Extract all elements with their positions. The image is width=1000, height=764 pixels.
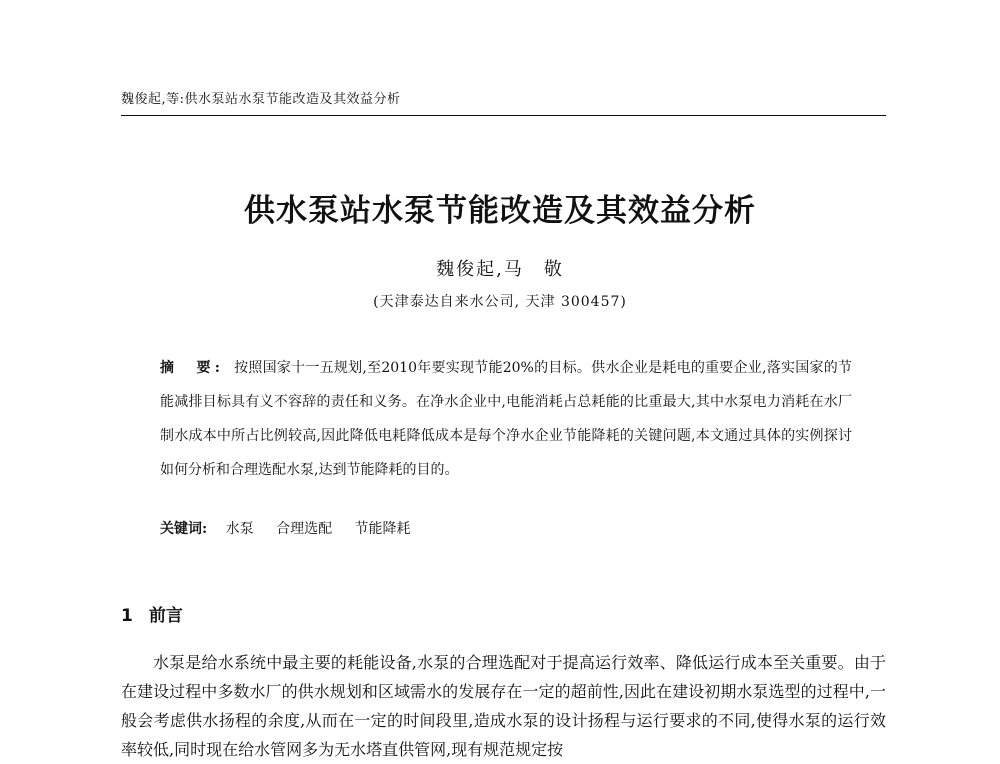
paper-title: 供水泵站水泵节能改造及其效益分析 [244, 193, 756, 229]
section-title: 前言 [148, 606, 183, 626]
abstract-text: 按照国家十一五规划,至2010年要实现节能20%的目标。供水企业是耗电的重要企业,落实国家的节能减排目标具有义不容辞的责任和义务。在净水企业中,电能消耗占总耗能的比重最大,其中水泵电力消耗在水厂制水成本中所占比例较高,因此降低电耗降低成本是每个净水企业节能降耗的关键问题,本文通过具体的实例探讨如何分析和合理选配水泵,达到节能降耗的目的。 [160, 360, 852, 478]
keyword: 节能降耗 [354, 521, 411, 537]
abstract [160, 351, 852, 487]
keyword: 合理选配 [276, 521, 333, 537]
keyword: 水泵 [225, 521, 254, 537]
authors: 魏俊起,马 敬 [436, 259, 564, 280]
keywords [160, 517, 852, 541]
keywords-label: 关键词: [160, 521, 208, 537]
abstract-label: 摘 要: [160, 360, 224, 376]
body-paragraph: 水泵是给水系统中最主要的耗能设备,水泵的合理选配对于提高运行效率、降低运行成本至关重要。由于在建设过程中多数水厂的供水规划和区域需水的发展存在一定的超前性,因此在建设初期水泵选型的过程中,一般会考虑供水扬程的余度,从而在一定的时间段里,造成水泵的设计扬程与运行要求的不同,使得水泵的运行效率较低,同时现在给水管网多为无水塔直供管网,现有规范规定按 [121, 653, 886, 759]
section-heading [121, 601, 183, 626]
header-rule [121, 115, 886, 116]
affiliation: (天津泰达自来水公司, 天津 300457) [373, 294, 627, 310]
section-number: 1 [121, 606, 133, 626]
running-head: 魏俊起,等:供水泵站水泵节能改造及其效益分析 [121, 92, 401, 107]
